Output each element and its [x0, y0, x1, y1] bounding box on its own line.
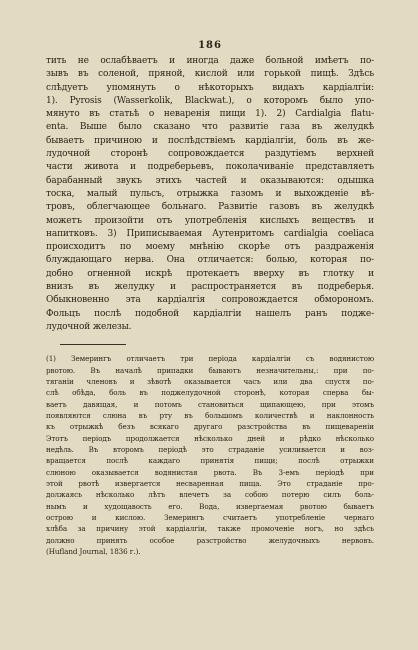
footnote-line: (1) Земерингъ отличаетъ три періода кардіалгіи съ водянистою: [46, 354, 374, 364]
text-line: лудочной сторонѣ сопровождается раздутіемъ верхней: [46, 149, 374, 160]
footnote-line: слюною оказывается водянистая рвота. Въ 3-емъ періодѣ при: [46, 467, 374, 477]
footnote-line: должно принять особое разстройство желудочныхъ нервовъ.: [46, 535, 374, 545]
text-line: мянуто въ статьѣ о неваренія пищи 1). 2) Cardialgia flatu-: [46, 109, 374, 120]
footnote-line: вращается послѣ каждаго принятія пищи; послѣ отрыжки: [46, 456, 374, 466]
page-number: 186: [198, 40, 222, 51]
footnote-line: острою и кислою. Земерингъ считаетъ употребленіе чернаго: [46, 513, 374, 523]
text-line: тоска, малый пульсъ, отрыжка газомъ и выхожденіе вѣ-: [46, 188, 374, 199]
text-line: бываетъ причиною и послѣдствіемъ кардіалгіи, боль въ же-: [46, 135, 374, 146]
footnote-line: Этотъ періодъ продолжается нѣсколько дней и рѣдко нѣсколько: [46, 433, 374, 443]
text-line: барабанный звукъ этихъ частей и оказываются: одышка: [46, 175, 374, 186]
text-line: можетъ произойти отъ употребленія кислыхъ веществъ и: [46, 215, 374, 226]
text-line: напитковъ. 3) Приписываемая Аутенритомъ cardialgia coeliaca: [46, 228, 374, 239]
text-line: слѣдуетъ упомянуть о нѣкоторыхъ видахъ кардіалгіи:: [46, 82, 374, 93]
footnote-line: (Hufland Journal, 1836 г.).: [46, 547, 141, 557]
footnote-line: хлѣба за причину этой кардіалгіи, также промоченіе ногъ, но здѣсь: [46, 524, 374, 534]
text-line: тить не ослабѣваетъ и иногда даже больной имѣетъ по-: [46, 56, 374, 66]
footnote-line: слѣ обѣда, боль въ поджелудочной сторонѣ, которая сперва бы-: [46, 388, 374, 398]
text-line: 1). Pyrosis (Wasserkolik, Blackwat.), о которомъ было упо-: [46, 95, 374, 106]
text-line: зывъ въ соленой, пряной, кислой или горькой пищѣ. Здѣсь: [46, 69, 374, 80]
main-text: [46, 55, 374, 334]
text-line: лудочной железы.: [46, 321, 132, 332]
text-line: блуждающаго нерва. Она отличается: болью, которая по-: [46, 255, 374, 266]
text-line: Обыкновенно эта кардіалгія сопровождается обморономъ.: [46, 295, 374, 306]
footnote-line: нымъ и худощавость его. Вода, извергаемая рвотою бываетъ: [46, 501, 374, 511]
footnote-line: недѣль. Въ второмъ періодѣ это страданіе усиливается и воз-: [46, 444, 374, 454]
footnote-line: этой рвотѣ извергается несваренная пища. Это страданіе про-: [46, 479, 374, 489]
footnote-line: къ отрыжкѣ безъ всякаго другаго разстройства въ пищевареніи: [46, 422, 374, 432]
footnote-divider: [60, 344, 126, 345]
text-line: части живота и подреберьевъ, поколачиваніе представляетъ: [46, 162, 374, 173]
footnote-line: появляются слюна въ рту въ большомъ количествѣ и наклонность: [46, 410, 374, 420]
text-line: enta. Выше было сказано что развитіе газа въ желудкѣ: [46, 122, 374, 133]
text-line: происходитъ по моему мнѣнію скорѣе отъ раздраженія: [46, 242, 374, 253]
text-line: добно огненной искрѣ протекаетъ вверху въ глотку и: [46, 268, 374, 279]
footnote: [46, 353, 374, 557]
text-line: внизъ въ желудку и распространяется въ подреберья.: [46, 282, 374, 293]
text-line: тровъ, облегчающее больнаго. Развитіе газовъ въ желудкѣ: [46, 202, 374, 213]
text-line: Фольцъ послѣ подобной кардіалгіи нашелъ ранъ подже-: [46, 308, 374, 319]
footnote-line: тяганіи членовъ и зѣвотѣ оказывается часъ или два спустя по-: [46, 376, 374, 386]
footnote-line: рвотою. Въ началѣ припадки бываютъ незначительны,: при по-: [46, 365, 374, 375]
footnote-line: ваетъ давящая, и потомъ становиться щипающею, при этомъ: [46, 399, 374, 409]
footnote-line: должаясь нѣсколько лѣтъ влечетъ за собою потерю силъ боль-: [46, 490, 374, 500]
